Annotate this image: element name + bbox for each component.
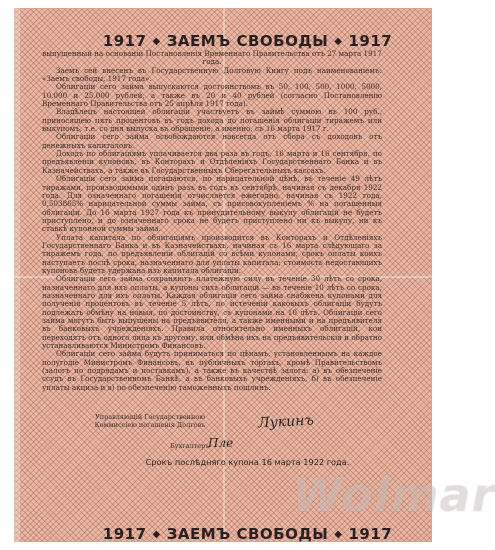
header-year-left: 1917: [102, 32, 147, 50]
bond-paragraph: Облигаціи сего займа освобождаются навсегда отъ сбора съ доходовъ отъ денежныхъ капиталовъ.: [42, 132, 382, 150]
footer-banner: [0, 525, 495, 543]
header-year-right: 1917: [348, 32, 393, 50]
footer-year-right: 1917: [348, 525, 393, 543]
header-bullet-icon: ◆: [334, 35, 343, 47]
bond-paragraph: Облигаціи сего займа сохраняютъ платежную силу въ теченіе 30 лѣтъ со срока, назначеннаго для ихъ оплаты, а купоны сихъ облигацій — въ теченіе 10 лѣтъ со срока, назначеннаго для ихъ оплаты. Каждая облигація сего займа снабжена купонами для полученія процентовъ въ теченіе 5 лѣтъ, по истеченіи каковыхъ облигаціи будутъ подлежать обмѣну на новыя, по достоинству, съ купонами на 10 лѣтъ. Облигаціи сего займа могутъ быть выпущены на предъявителя, а также именными и на предъявителя въ банковыхъ учрежденіяхъ. Правила относительно именныхъ облигацій, кои переходятъ отъ одного лица къ другому, или обмѣна ихъ на предъявительскія и обратно устанавливаются Министромъ Финансовъ.: [42, 274, 382, 351]
header-title: ЗАЕМЪ СВОБОДЫ: [166, 32, 329, 50]
signatory-line-1: Управляющій Государственною: [95, 413, 205, 421]
bond-terms: [42, 50, 382, 392]
director-signature: Лукинъ: [257, 412, 315, 432]
bond-paragraph: Владѣлецъ настоящей облигаціи участвуетъ въ займѣ суммою въ 100 руб., приносящею пять процентовъ въ годъ дохода до погашенія облигаціи тиражемъ или выкупомъ, т.е. со дня выпуска въ обращеніе, а именно, съ 16 марта 1917 г.: [42, 107, 382, 134]
bookkeeper-label: Бухгалтеръ: [170, 442, 210, 450]
header-banner: [0, 32, 495, 50]
footer-year-left: 1917: [102, 525, 147, 543]
footer-bullet-icon: ◆: [334, 528, 343, 540]
header-bullet-icon: ◆: [152, 35, 161, 47]
bond-paragraph: Уплата капитала по облигаціямъ производится въ Конторахъ и Отдѣленіяхъ Государственнаго Банка и въ Казначействахъ, начиная съ 16 марта слѣдующаго за тиражемъ года, по предъявленіи облигацій со всѣми купонами, срокъ оплаты коихъ наступаетъ послѣ срока, назначеннаго для уплаты капитала; стоимость недостающихъ купоновъ будетъ удержана изъ капитала облигаціи.: [42, 232, 382, 275]
watermark-logo: Wolmar: [292, 468, 495, 522]
signatory-line-2: Коммиссіею погашенія Долговъ: [94, 421, 206, 429]
bond-paragraph: Доходъ по облигаціямъ уплачивается два раза въ годъ, 16 марта и 16 сентября, по предъявленіи купоновъ, въ Конторахъ и Отдѣленіяхъ Государственнаго Банка и въ Казначействахъ, а также въ Государственныхъ Сберегательныхъ кассахъ.: [42, 149, 382, 175]
bond-paragraph: Заемъ сей внесенъ въ Государственную Долговую Книгу подъ наименованіемъ: «Заемъ свободы, 1917 года».: [42, 65, 382, 84]
footer-bullet-icon: ◆: [152, 528, 161, 540]
coupon-note: Срокъ послѣдняго купона 16 марта 1922 года.: [145, 457, 350, 467]
bond-paragraph: Облигаціи сего займа погашаются, по нарицательной цѣнѣ, въ теченіе 49 лѣтъ тиражами, производимыми одинъ разъ въ годъ въ сентябрѣ, начиная съ декабря 1922 года. Для означеннаго погашенія отчисляется ежегодно, начиная съ 1922 года, 0,503865% нарицательной суммы займа, съ присовокупленіемъ % на погашенныя облигаціи. До 16 марта 1927 года къ принудительному выкупу облигацій не будетъ приступлено, и до означеннаго срока не будетъ приступлено ни къ выкупу, ни къ ставкѣ купонной суммы займа.: [42, 174, 382, 234]
footer-title: ЗАЕМЪ СВОБОДЫ: [166, 525, 329, 543]
signatory-title: [60, 413, 240, 429]
bond-paragraph: выпущенный на основаніи Постановленія Временнаго Правительства отъ 27 марта 1917 года.: [42, 49, 382, 67]
bond-paragraph: Облигаціи сего займа будутъ приниматься по цѣнамъ, установленнымъ на каждое полугодіе Министромъ Финансовъ, въ публичныхъ торгахъ, кромѣ Правительствомъ (залогъ по подрядамъ и поставкамъ), а также въ качествѣ залога: а) въ обезпеченіе ссудъ въ Государственномъ Банкѣ, а въ банковыхъ учрежденіяхъ, б) въ обезпеченіе уплаты акциза и в) по обезпеченію таможенныхъ пошлинъ.: [42, 349, 382, 392]
bookkeeper-signature: Пле: [208, 436, 234, 450]
bond-paragraph: Облигаціи сего займа выпускаются достоинствомъ въ 50, 100, 500, 1000, 5000, 10.000 и 25.000 рублей, а также въ 20 и 40 рублей (согласно Постановленію Временнаго Правительства отъ 25 апрѣля 1917 года).: [42, 82, 382, 109]
